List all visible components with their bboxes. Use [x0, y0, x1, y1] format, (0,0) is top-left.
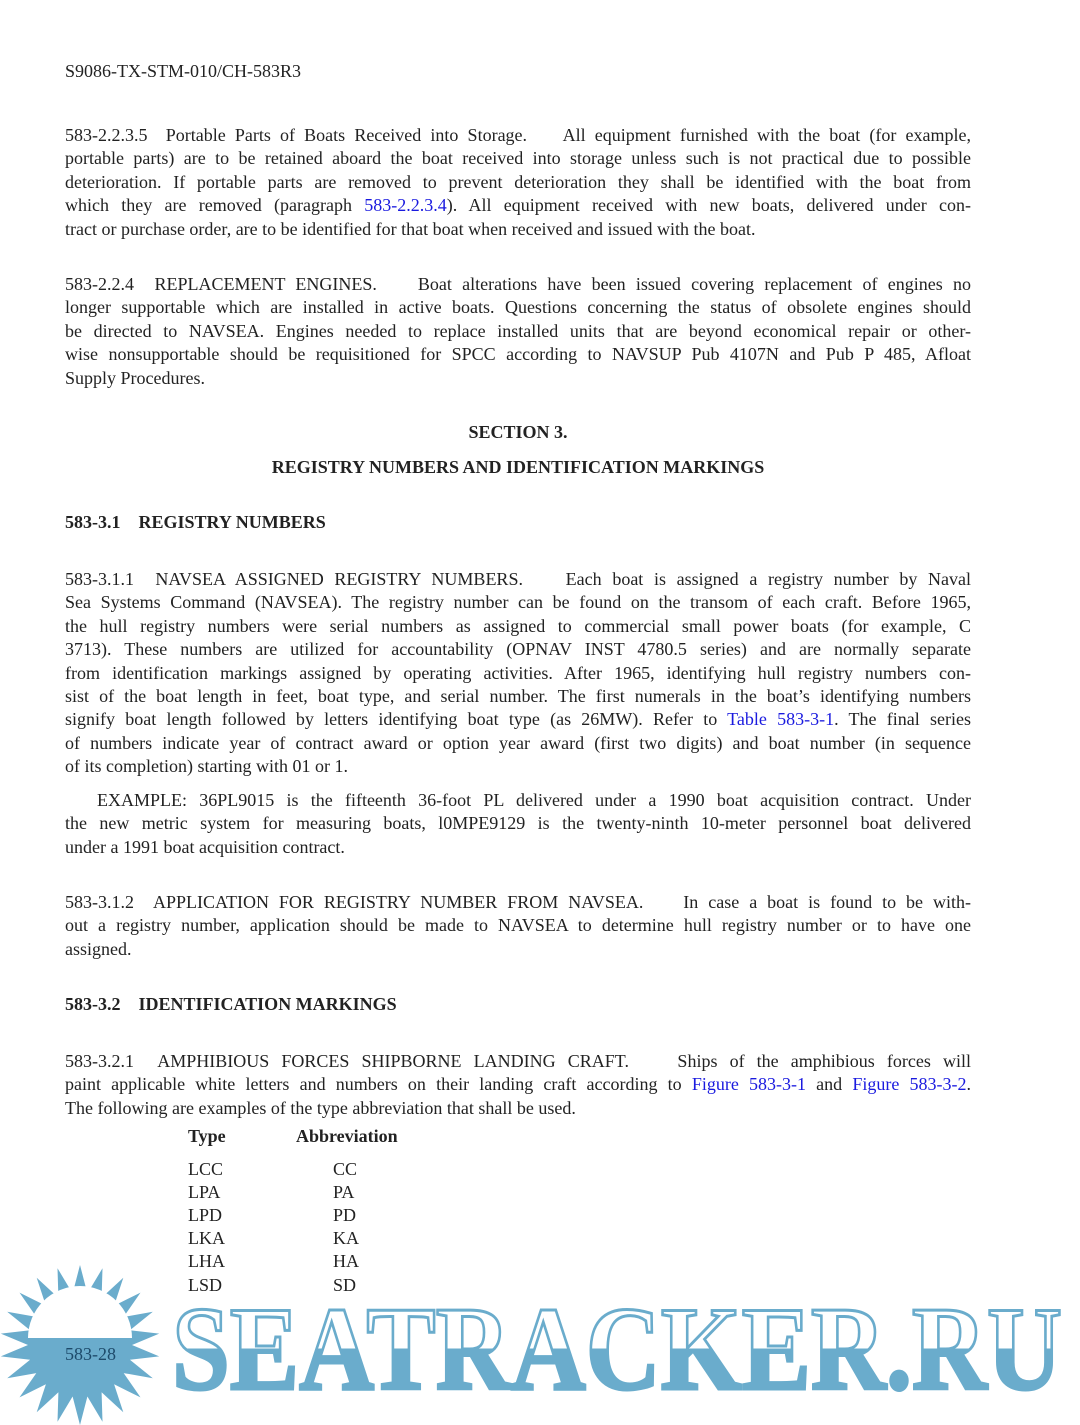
- text-segment: portable parts) are to be retained aboard the boat received into storage unless such is not practical due to possible: [65, 148, 971, 169]
- text-segment: EXAMPLE: 36PL9015 is the fifteenth 36-foot PL delivered under a 1990 boat acquisition contract. Under: [97, 790, 971, 810]
- section-number: SECTION 3.: [468, 422, 568, 442]
- text-segment: sist of the boat length in feet, boat type, and serial number. The first numerals in the boat’s identifying numbers: [65, 685, 971, 706]
- table-cell-abbreviation: HA: [333, 1251, 359, 1272]
- document-header: S9086-TX-STM-010/CH-583R3: [65, 61, 302, 81]
- table-cell-abbreviation: SD: [333, 1274, 357, 1295]
- text-segment: The following are examples of the type abbreviation that shall be used.: [65, 1097, 576, 1118]
- text-segment: 583-3.1.2 APPLICATION FOR REGISTRY NUMBER FROM NAVSEA. In case a boat is found to be with-: [65, 892, 971, 912]
- text-segment: of numbers indicate year of contract award or option year award (first two digits) and boat number (in sequence: [65, 732, 971, 753]
- text-segment: Supply Procedures.: [65, 367, 205, 388]
- text-segment: paint applicable white letters and numbers on their landing craft according to: [65, 1074, 692, 1095]
- text-segment: wise nonsupportable should be requisitioned for SPCC according to NAVSUP Pub 4107N and Pub P 485, Afloat: [65, 344, 971, 365]
- text-segment: under a 1991 boat acquisition contract.: [65, 836, 345, 857]
- text-segment: longer supportable which are installed in active boats. Questions concerning the status of obsolete engines should: [65, 297, 971, 318]
- page-number: 583-28: [65, 1344, 116, 1364]
- table-cell-abbreviation: KA: [333, 1228, 359, 1249]
- text-segment: 583-2.2.3.5 Portable Parts of Boats Received into Storage. All equipment furnished with the boat (for example,: [65, 125, 971, 145]
- text-segment: ). All equipment received with new boats, delivered under con-: [446, 195, 971, 216]
- text-segment: 583-3.1.1 NAVSEA ASSIGNED REGISTRY NUMBERS. Each boat is assigned a registry number by Naval: [65, 569, 971, 589]
- cross-reference-link[interactable]: Table 583-3-1: [727, 709, 835, 730]
- text-segment: be directed to NAVSEA. Engines needed to replace installed units that are beyond economical repair or other-: [65, 320, 971, 341]
- text-segment: tract or purchase order, are to be identified for that boat when received and issued with the boat.: [65, 218, 756, 239]
- watermark-text: SEATRACKER.RU: [172, 1282, 1062, 1415]
- text-segment: assigned.: [65, 938, 132, 959]
- table-header: Abbreviation: [296, 1126, 398, 1146]
- text-segment: from identification markings assigned by operating activities. After 1965, identifying hull registry numbers con-: [65, 662, 971, 683]
- section-title: REGISTRY NUMBERS AND IDENTIFICATION MARKINGS: [271, 457, 765, 477]
- text-segment: out a registry number, application should be made to NAVSEA to determine hull registry number or to have one: [65, 915, 971, 936]
- table-cell-type: LSD: [188, 1274, 223, 1295]
- table-cell-type: LKA: [188, 1228, 225, 1249]
- heading-identification-markings: 583-3.2 IDENTIFICATION MARKINGS: [65, 994, 397, 1014]
- text-segment: of its completion) starting with 01 or 1.: [65, 756, 348, 777]
- text-segment: Sea Systems Command (NAVSEA). The registry number can be found on the transom of each craft. Before 1965,: [65, 592, 971, 613]
- cross-reference-link[interactable]: 583-2.2.3.4: [364, 195, 447, 216]
- table-cell-type: LCC: [188, 1159, 224, 1179]
- text-segment: 583-3.2.1 AMPHIBIOUS FORCES SHIPBORNE LANDING CRAFT. Ships of the amphibious forces will: [65, 1051, 971, 1071]
- text-segment: .: [966, 1074, 972, 1095]
- text-segment: which they are removed (paragraph: [65, 195, 365, 216]
- cross-reference-link[interactable]: Figure 583-3-1: [691, 1074, 807, 1095]
- table-cell-type: LHA: [188, 1251, 225, 1272]
- table-cell-abbreviation: PA: [333, 1182, 355, 1203]
- text-segment: the new metric system for measuring boats, l0MPE9129 is the twenty-ninth 10-meter personnel boat delivered: [65, 813, 971, 834]
- text-segment: . The final series: [834, 709, 971, 730]
- text-segment: signify boat length followed by letters identifying boat type (as 26MW). Refer to: [65, 709, 728, 730]
- text-segment: and: [806, 1074, 853, 1095]
- table-cell-abbreviation: CC: [333, 1159, 358, 1179]
- heading-registry-numbers: 583-3.1 REGISTRY NUMBERS: [65, 512, 326, 532]
- table-cell-abbreviation: PD: [333, 1205, 357, 1226]
- text-segment: the hull registry numbers were serial numbers as assigned to commercial small power boats (for example, C: [65, 615, 971, 636]
- table-cell-type: LPD: [188, 1205, 223, 1226]
- table-cell-type: LPA: [188, 1182, 221, 1203]
- text-segment: deterioration. If portable parts are removed to prevent deterioration they shall be identified with the boat from: [65, 171, 971, 192]
- cross-reference-link[interactable]: Figure 583-3-2: [852, 1074, 967, 1095]
- text-segment: 3713). These numbers are utilized for accountability (OPNAV INST 4780.5 series) and are normally separate: [65, 639, 971, 660]
- text-segment: 583-2.2.4 REPLACEMENT ENGINES. Boat alterations have been issued covering replacement of engines no: [65, 274, 971, 294]
- table-header: Type: [188, 1126, 226, 1146]
